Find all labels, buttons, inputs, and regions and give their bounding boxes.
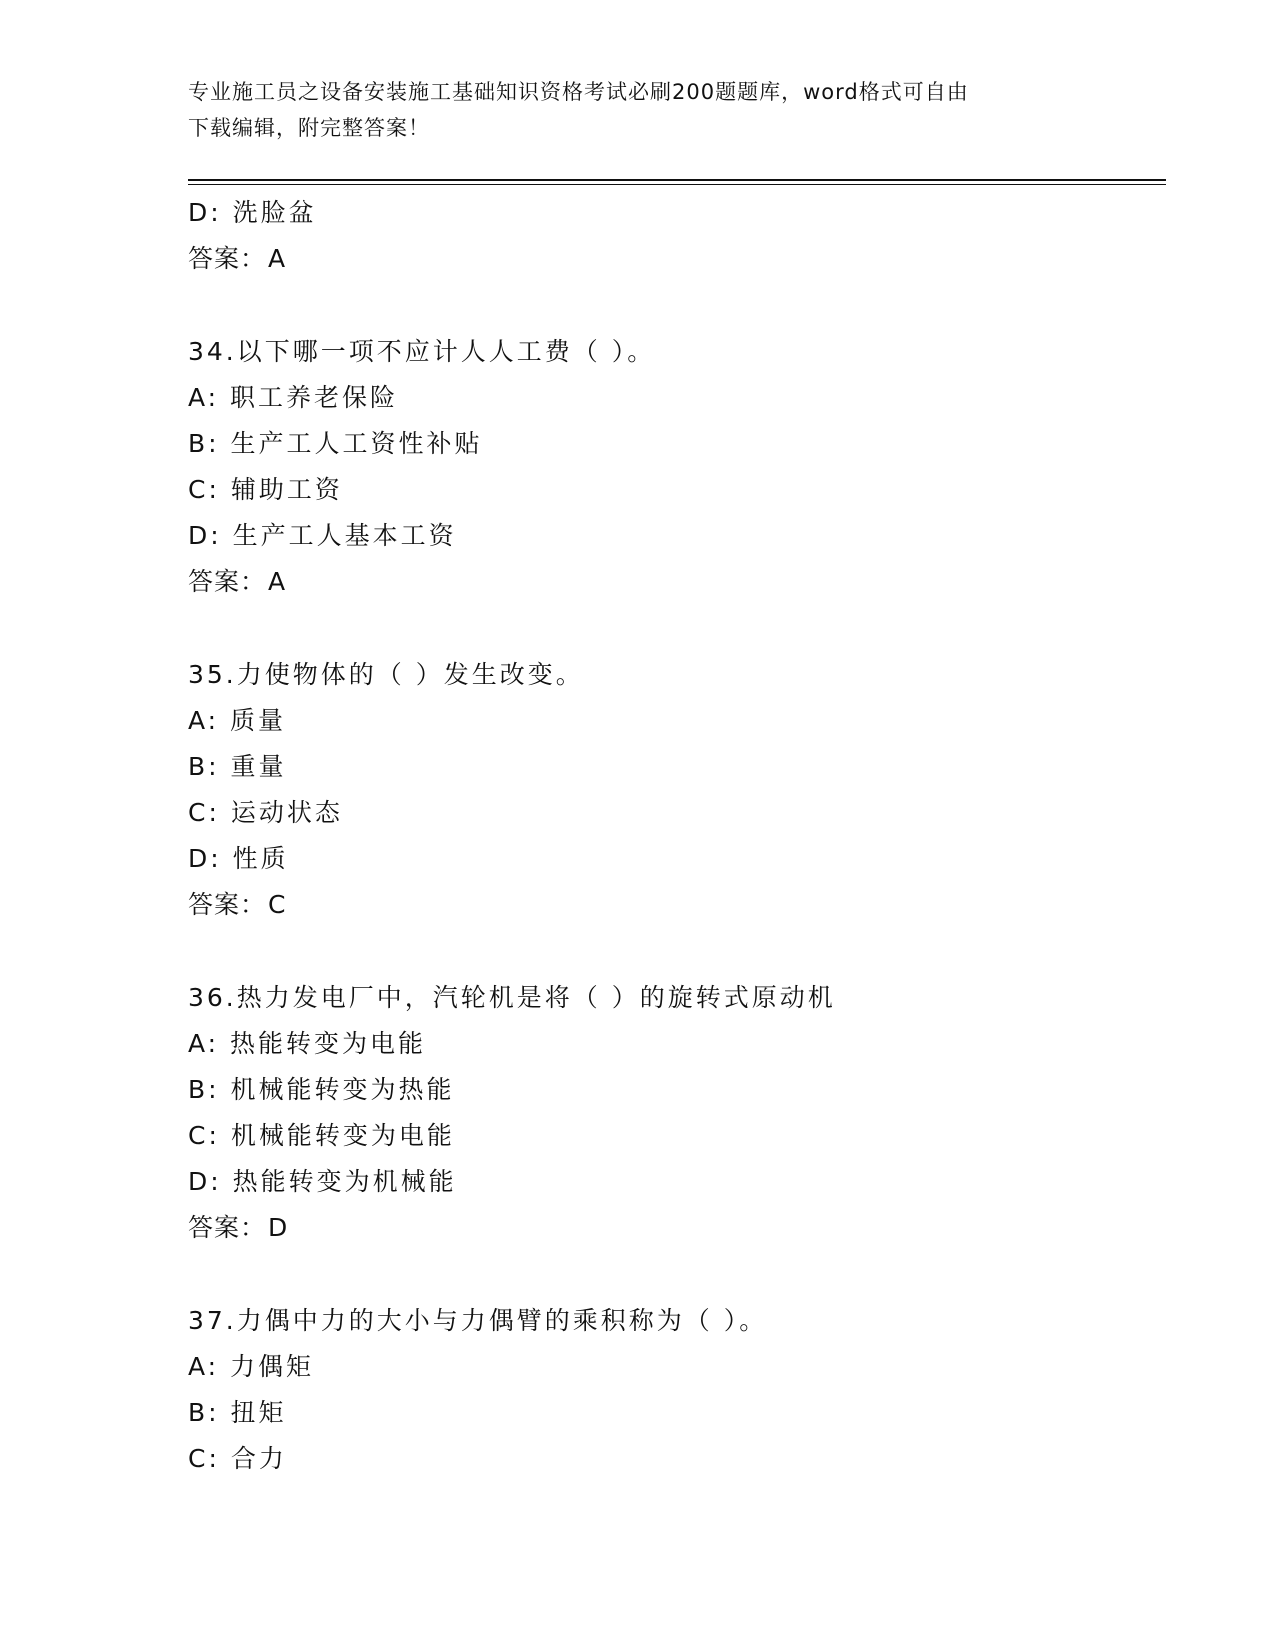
answer-line (188, 236, 1166, 282)
question-list (188, 190, 1166, 1482)
question-37 (188, 1298, 1166, 1482)
option-a: A: 质量 (188, 706, 287, 735)
header-divider-thick (188, 179, 1166, 181)
question-35 (188, 652, 1166, 928)
option-c: C: 合力 (188, 1444, 287, 1473)
answer-line (188, 1205, 1166, 1251)
option-d: D: 生产工人基本工资 (188, 521, 457, 550)
option-a: A: 热能转变为电能 (188, 1029, 427, 1058)
option-b: B: 扭矩 (188, 1398, 287, 1427)
option-c: C: 机械能转变为电能 (188, 1121, 455, 1150)
header-divider-thin (188, 184, 1166, 185)
question-stem: 34.以下哪一项不应计人人工费（ ）。 (188, 337, 656, 366)
option-a: A: 力偶矩 (188, 1352, 315, 1381)
option-d: D: 热能转变为机械能 (188, 1167, 457, 1196)
spacer (188, 282, 1166, 329)
option-d: D: 洗脸盆 (188, 198, 317, 227)
answer-value: A (268, 567, 287, 596)
option-b: B: 重量 (188, 752, 287, 781)
option-b: B: 生产工人工资性补贴 (188, 429, 483, 458)
answer-line (188, 882, 1166, 928)
question-stem: 36.热力发电厂中，汽轮机是将（ ）的旋转式原动机 (188, 983, 836, 1012)
answer-value: C (268, 890, 287, 919)
option-c: C: 辅助工资 (188, 475, 343, 504)
document-header (188, 74, 1088, 146)
option-d: D: 性质 (188, 844, 289, 873)
answer-label: 答案： (188, 567, 267, 596)
question-36 (188, 975, 1166, 1251)
spacer (188, 928, 1166, 975)
spacer (188, 605, 1166, 652)
question-34 (188, 329, 1166, 605)
option-a: A: 职工养老保险 (188, 383, 399, 412)
option-b: B: 机械能转变为热能 (188, 1075, 455, 1104)
question-stem: 37.力偶中力的大小与力偶臂的乘积称为（ ）。 (188, 1306, 768, 1335)
header-title-line-2: 下载编辑，附完整答案！ (188, 116, 430, 140)
answer-label: 答案： (188, 244, 267, 273)
answer-label: 答案： (188, 890, 267, 919)
answer-label: 答案： (188, 1213, 267, 1242)
question-fragment (188, 190, 1166, 282)
answer-value: A (268, 244, 287, 273)
answer-line (188, 559, 1166, 605)
option-c: C: 运动状态 (188, 798, 343, 827)
header-title-line-1: 专业施工员之设备安装施工基础知识资格考试必刷200题题库，word格式可自由 (188, 80, 969, 104)
spacer (188, 1251, 1166, 1298)
answer-value: D (268, 1213, 289, 1242)
question-stem: 35.力使物体的（ ）发生改变。 (188, 660, 584, 689)
